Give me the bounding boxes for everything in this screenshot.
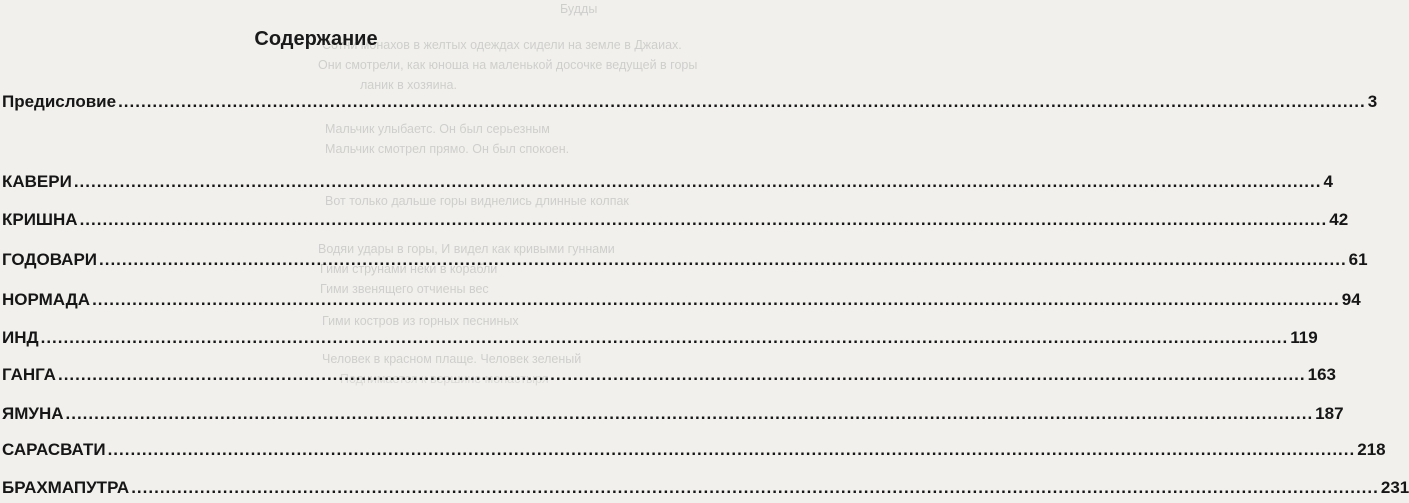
bleed-line: Поднимается к вершине монастыря	[340, 372, 549, 386]
toc-entry-label: ИНД	[2, 328, 39, 347]
toc-entry-sarasvati[interactable]	[2, 440, 1386, 460]
bleed-line: Гими струнами неки в корабли	[320, 262, 498, 276]
page-title: Содержание	[254, 28, 378, 50]
toc-entry-label: КРИШНА	[2, 210, 78, 229]
dot-leader	[58, 365, 1306, 385]
dot-leader	[41, 328, 1289, 348]
dot-leader	[80, 210, 1328, 230]
toc-entry-krishna[interactable]	[2, 210, 1349, 230]
toc-entry-normada[interactable]	[2, 290, 1361, 310]
toc-entry-page: 119	[1290, 328, 1318, 347]
dot-leader	[74, 172, 1322, 192]
toc-entry-yamuna[interactable]	[2, 404, 1344, 424]
dot-leader	[66, 404, 1314, 424]
toc-entry-page: 231	[1380, 478, 1409, 497]
toc-entry-brahmaputra[interactable]	[2, 478, 1409, 498]
toc-entry-label: Предисловие	[2, 92, 117, 111]
toc-entry-label: ГОДОВАРИ	[2, 250, 98, 269]
toc-entry-ganga[interactable]	[2, 365, 1336, 385]
toc-entry-page: 187	[1315, 404, 1344, 423]
bleed-line: Сотни монахов в желтых одеждах сидели на земле в Джаиах.	[322, 38, 682, 52]
toc-entry-label: САРАСВАТИ	[2, 440, 106, 459]
toc-entry-label: ГАНГА	[2, 365, 56, 384]
dot-leader	[131, 478, 1379, 498]
bleed-line: Будды	[560, 2, 598, 16]
bleed-line: ланик в хозяина.	[360, 78, 457, 92]
bleed-line: Вот только дальше горы виднелись длинные колпак	[325, 194, 629, 208]
dot-leader	[92, 290, 1340, 310]
toc-entry-page: 61	[1348, 250, 1368, 269]
toc-entry-page: 163	[1307, 365, 1336, 384]
toc-entry-label: КАВЕРИ	[2, 172, 72, 191]
toc-entry-page: 94	[1341, 290, 1361, 309]
bleed-line: Водяи удары в горы, И видел как кривыми гуннами	[318, 242, 615, 256]
bleed-line: Гими костров из горных песниных	[322, 314, 519, 328]
toc-entry-kaveri[interactable]	[2, 172, 1333, 192]
toc-entry-label: НОРМАДА	[2, 290, 91, 309]
bleed-line: Гими звенящего отчиены вес	[320, 282, 489, 296]
toc-entry-page: 218	[1357, 440, 1386, 459]
bleed-line: Мальчик улыбаетс. Он был серьезным	[325, 122, 550, 136]
toc-entry-page: 3	[1367, 92, 1378, 111]
bleed-line: Человек в красном плаще. Человек зеленый	[322, 352, 582, 366]
bleed-line: Они смотрели, как юноша на маленькой досочке ведущей в горы	[318, 58, 698, 72]
toc-entry-page: 42	[1329, 210, 1349, 229]
toc-entry-preface[interactable]	[2, 92, 1378, 112]
dot-leader	[108, 440, 1356, 460]
toc-entry-label: ЯМУНА	[2, 404, 64, 423]
bleed-line: Мальчик смотрел прямо. Он был спокоен.	[325, 142, 570, 156]
toc-entry-ind[interactable]	[2, 328, 1318, 348]
dot-leader	[99, 250, 1347, 270]
dot-leader	[118, 92, 1366, 112]
toc-entry-page: 4	[1323, 172, 1333, 191]
toc-entry-godovari[interactable]	[2, 250, 1368, 270]
toc-entry-label: БРАХМАПУТРА	[2, 478, 130, 497]
